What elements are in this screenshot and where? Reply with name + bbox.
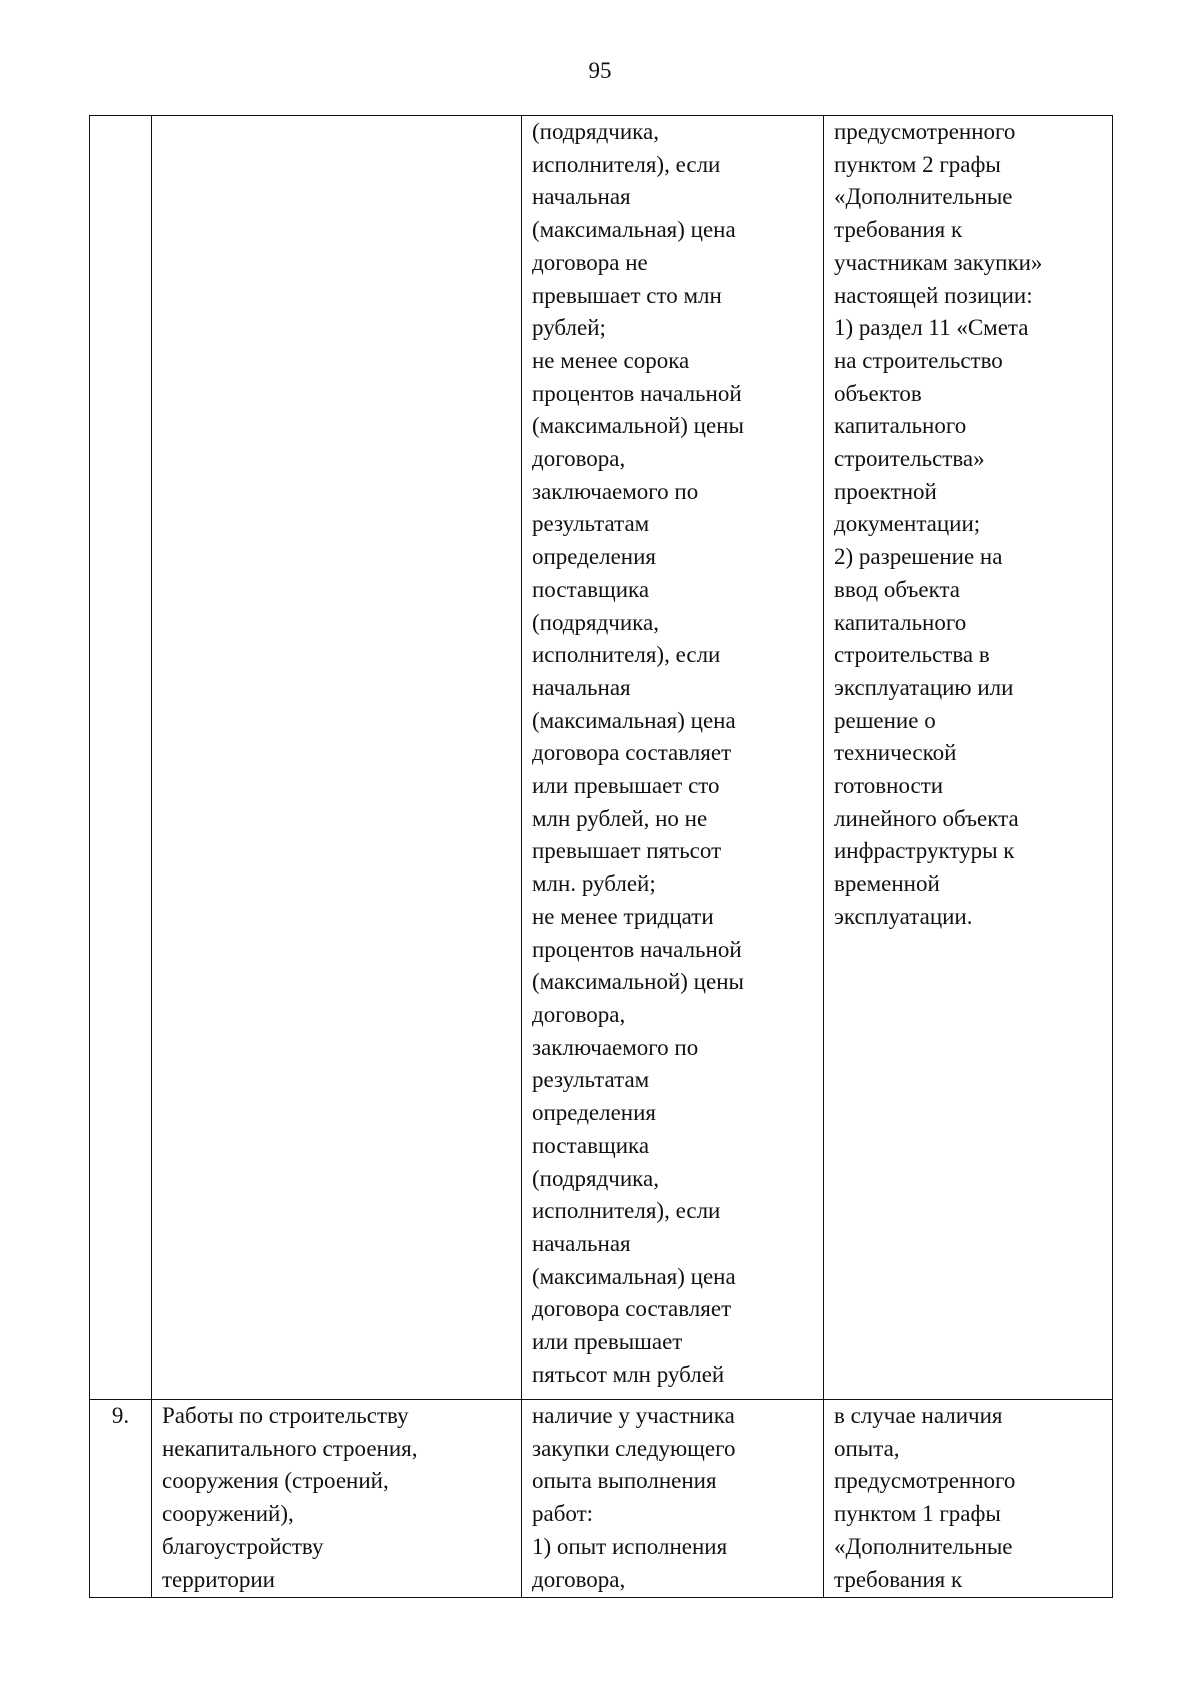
row-number-cell: [90, 116, 152, 1400]
documents-cell: [824, 116, 1113, 1400]
documents-text: предусмотренного пунктом 2 графы «Дополнительные требования к участникам закупки» настоящей позиции: 1) раздел 11 «Смета на строительство объектов капитального строительства» проектной документации; 2) разрешение на ввод объекта капитального строительства в эксплуатацию или решение о технической готовности линейного объекта инфраструктуры к временной эксплуатации.: [834, 119, 1043, 929]
requirements-text: (подрядчика, исполнителя), если начальная (максимальная) цена договора не превышает сто млн рублей; не менее сорока процентов начальной (максимальной) цены договора, заключаемого по результатам определения поставщика (подрядчика, исполнителя), если начальная (максимальная) цена договора составляет или превышает сто млн рублей, но не превышает пятьсот млн. рублей; не менее тридцати процентов начальной (максимальной) цены договора, заключаемого по результатам определения поставщика (подрядчика, исполнителя), если начальная (максимальная) цена договора составляет или превышает пятьсот млн рублей: [532, 119, 744, 1387]
work-type-cell: [152, 116, 522, 1400]
documents-cell: [824, 1400, 1113, 1598]
requirements-cell: [522, 116, 824, 1400]
requirements-table: [89, 115, 1113, 1598]
requirements-cell: [522, 1400, 824, 1598]
table-row: [90, 1400, 1113, 1598]
requirements-text: наличие у участника закупки следующего опыта выполнения работ: 1) опыт исполнения договора,: [532, 1403, 736, 1592]
documents-text: в случае наличия опыта, предусмотренного пунктом 1 графы «Дополнительные требования к: [834, 1403, 1016, 1592]
work-type-text: Работы по строительству некапитального строения, сооружения (строений, сооружений), благоустройству территории: [162, 1403, 418, 1592]
work-type-cell: [152, 1400, 522, 1598]
page-number: 95: [588, 58, 612, 83]
table-row: [90, 116, 1113, 1400]
row-number-cell: [90, 1400, 152, 1598]
row-number: 9.: [111, 1403, 130, 1428]
